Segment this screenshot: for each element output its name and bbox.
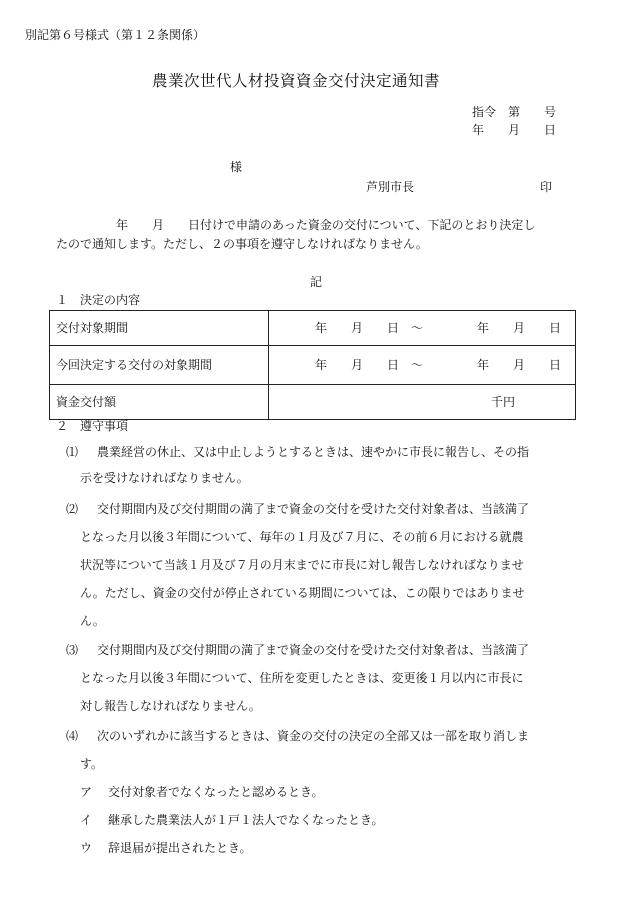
recipient-suffix: 様 bbox=[230, 160, 243, 174]
table-row bbox=[50, 346, 576, 385]
subitem-mark: イ bbox=[80, 813, 93, 827]
item-number: ⑷ bbox=[66, 729, 79, 743]
section-1-heading: １ 決定の内容 bbox=[56, 293, 141, 307]
subitem-text: 辞退届が提出されたとき。 bbox=[108, 841, 252, 855]
item-number: ⑴ bbox=[66, 445, 79, 459]
period-end: 年 月 日 bbox=[477, 358, 562, 372]
subitem-text: 交付対象者でなくなったと認めるとき。 bbox=[108, 785, 324, 799]
row-label: 資金交付額 bbox=[50, 385, 269, 420]
period-start: 年 月 日 ～ bbox=[315, 321, 424, 335]
intro-line-2: たので通知します。ただし、２の事項を遵守しなければなりません。 bbox=[56, 237, 428, 251]
item-line: 示を受けなければなりません。 bbox=[80, 471, 249, 485]
period-cell bbox=[269, 311, 576, 346]
subitem-mark: ウ bbox=[80, 841, 93, 855]
intro-line-1: 年 月 日付けで申請のあった資金の交付について、下記のとおり決定し bbox=[56, 218, 536, 232]
subitem-text: 継承した農業法人が１戸１法人でなくなったとき。 bbox=[108, 813, 384, 827]
period-end: 年 月 日 bbox=[477, 321, 562, 335]
item-line: 次のいずれかに該当するときは、資金の交付の決定の全部又は一部を取り消しま bbox=[97, 729, 530, 743]
item-line: 交付期間内及び交付期間の満了まで資金の交付を受けた交付対象者は、当該満了 bbox=[97, 643, 530, 657]
row-label: 今回決定する交付の対象期間 bbox=[50, 346, 269, 385]
table-row bbox=[50, 311, 576, 346]
issuer-name: 芦別市長 bbox=[366, 180, 415, 194]
amount-cell bbox=[269, 385, 576, 420]
reference-number: 指令 第 号 bbox=[472, 105, 557, 119]
item-line: 状況等について当該１月及び７月の月末までに市長に対し報告しなければなりませ bbox=[80, 558, 524, 572]
decision-table bbox=[49, 310, 576, 420]
form-id-label: 別記第６号様式（第１２条関係） bbox=[25, 28, 206, 42]
ki-marker: 記 bbox=[310, 275, 323, 289]
period-cell bbox=[269, 346, 576, 385]
section-2-heading: ２ 遵守事項 bbox=[56, 419, 129, 433]
seal-mark: 印 bbox=[540, 180, 553, 194]
item-line: となった月以後３年間について、住所を変更したときは、変更後１月以内に市長に bbox=[80, 671, 524, 685]
table-row bbox=[50, 385, 576, 420]
item-line: 農業経営の休止、又は中止しようとするときは、速やかに市長に報告し、その指 bbox=[97, 445, 530, 459]
item-line: 交付期間内及び交付期間の満了まで資金の交付を受けた交付対象者は、当該満了 bbox=[97, 502, 530, 516]
item-line: ん。 bbox=[80, 614, 105, 628]
reference-date: 年 月 日 bbox=[472, 123, 557, 137]
amount-unit: 千円 bbox=[491, 395, 516, 409]
document-title: 農業次世代人材投資資金交付決定通知書 bbox=[152, 72, 441, 90]
item-line: 対し報告しなければなりません。 bbox=[80, 699, 261, 713]
item-number: ⑶ bbox=[66, 643, 79, 657]
item-number: ⑵ bbox=[66, 502, 79, 516]
subitem-mark: ア bbox=[80, 785, 93, 799]
item-line: ん。ただし、資金の交付が停止されている期間については、この限りではありませ bbox=[80, 586, 525, 600]
item-line: となった月以後３年間について、毎年の１月及び７月に、その前６月における就農 bbox=[80, 530, 524, 544]
item-line: す。 bbox=[80, 757, 104, 771]
row-label: 交付対象期間 bbox=[50, 311, 269, 346]
period-start: 年 月 日 ～ bbox=[315, 358, 424, 372]
